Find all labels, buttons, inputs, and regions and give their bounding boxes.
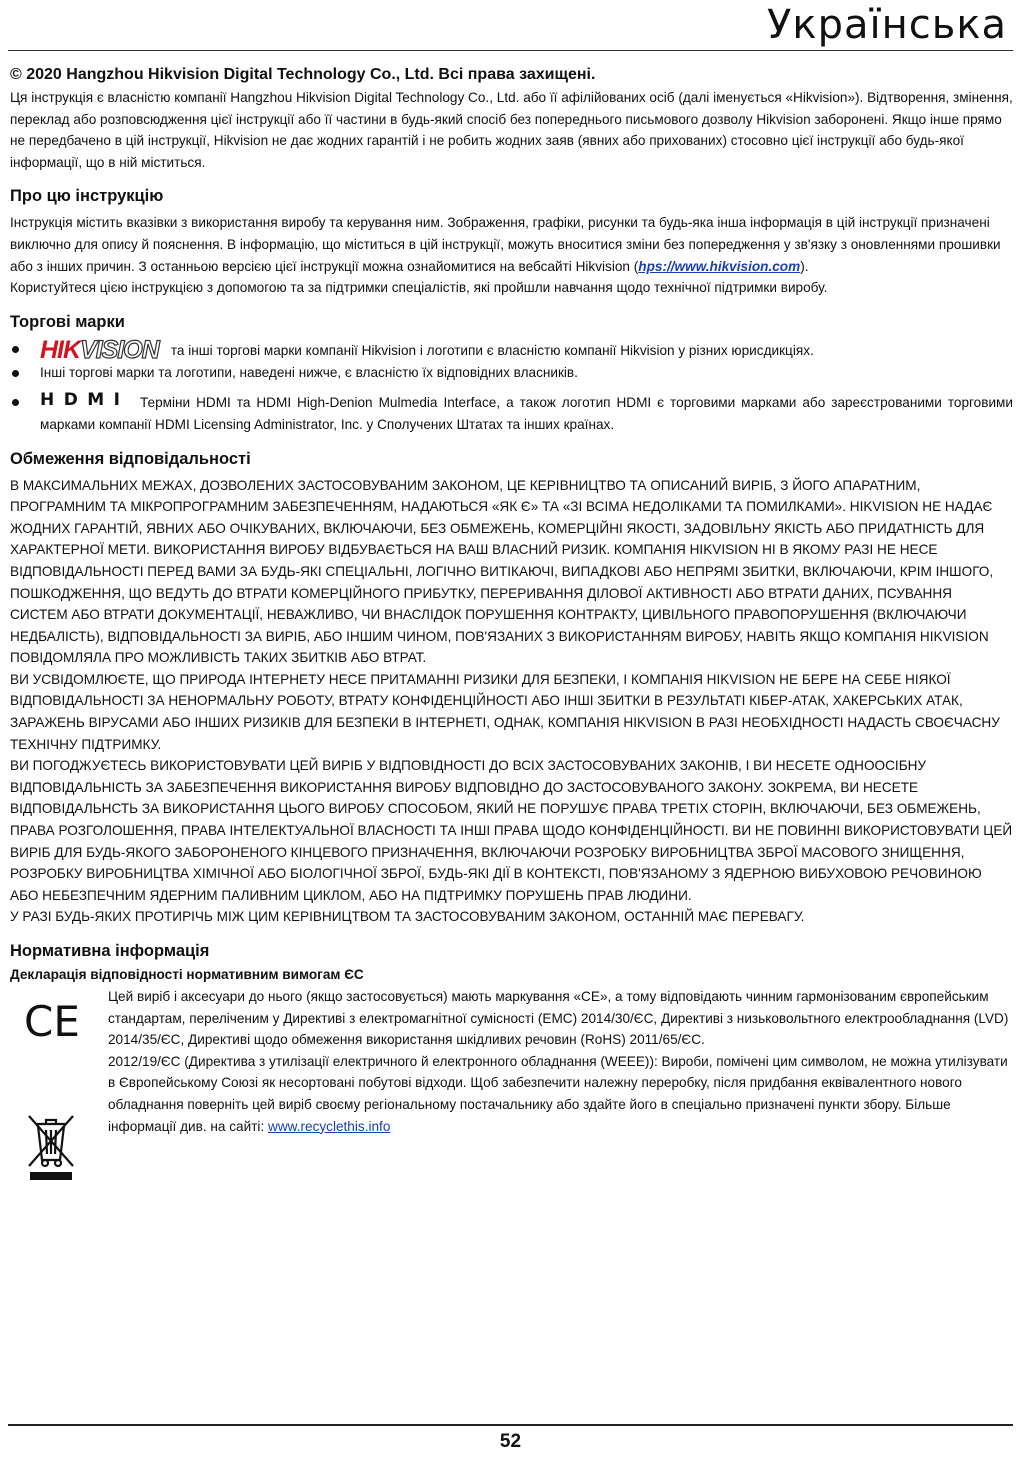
disclaimer-paragraph-4: У РАЗІ БУДЬ-ЯКИХ ПРОТИРІЧЬ МІЖ ЦИМ КЕРІВНИЦТВОМ ТА ЗАСТОСОВУВАНИМ ЗАКОНОМ, ОСТАННІЙ МАЄ ПЕРЕВАГУ. (10, 909, 805, 925)
ce-paragraph: Цей виріб і аксесуари до нього (якщо застосовується) мають маркування «CE», а тому відповідають чинним гармонізованим європейським стандартам, переліченим у Директиві з електромагнітної сумісності (EMC) 2014/30/ЄС, Директиві з низьковольтного електрообладнання (LVD) 2014/35/ЄС, Директиві щодо обмеження використання шкідливих речовин (RoHS) 2011/65/ЄС. (108, 989, 1009, 1048)
bottom-divider (8, 1424, 1013, 1426)
about-paragraph-2: Користуйтеся цією інструкцією з допомогою та за підтримки спеціалістів, які пройшли навчання щодо технічної підтримки виробу. (10, 280, 828, 296)
trademark-item-hdmi: HDMI Терміни HDMI та HDMI High-Denion Mulmedia Interface, а також логотип HDMI є торговими марками або зареєстрованими торговими марками компанії HDMI Licensing Administrator, Inc. у Сполучених Штатах та інших країнах. (10, 391, 1013, 435)
copyright-heading: © 2020 Hangzhou Hikvision Digital Technology Co., Ltd. Всі права захищені. (10, 66, 596, 83)
trademarks-heading: Торгові марки (10, 312, 125, 331)
about-heading: Про цю інструкцію (10, 187, 164, 206)
weee-bin-icon (24, 1110, 80, 1184)
eu-declaration-subheading: Декларація відповідності нормативним вимогам ЄС (10, 967, 364, 982)
hdmi-logo (40, 391, 122, 409)
svg-text:HDMI: HDMI (40, 391, 120, 410)
bullet-icon (12, 370, 19, 377)
intro-paragraph: Ця інструкція є власністю компанії Hangzhou Hikvision Digital Technology Co., Ltd. або її афілійованих осіб (далі іменується «Hikvision»). Відтворення, змінення, переклад або розповсюдження цієї інструкції або її частини в будь-який спосіб без попереднього письмового дозволу Hikvision заборонені. Якщо інше прямо не передбачено в цій інструкції, Hikvision не дає жодних гарантій і не робить жодних заяв (явних або прихованих) стосовно цієї інструкції або будь-якої інформації, що в ній міститься. (10, 90, 1013, 170)
page-number: 52 (499, 1431, 522, 1452)
disclaimer-heading: Обмеження відповідальності (10, 449, 251, 468)
recyclethis-link[interactable]: www.recyclethis.info (268, 1118, 391, 1134)
ce-mark-icon (24, 998, 86, 1042)
disclaimer-body (10, 475, 1013, 928)
bullet-icon (12, 399, 19, 406)
disclaimer-paragraph-3: ВИ ПОГОДЖУЄТЕСЬ ВИКОРИСТОВУВАТИ ЦЕЙ ВИРІБ У ВІДПОВІДНОСТІ ДО ВСІХ ЗАСТОСОВУВАНИХ ЗАКОНІВ, І ВИ НЕСЕТЕ ОДНООСІБНУ ВІДПОВІДАЛЬНІСТЬ ЗА ЗАБЕЗПЕЧЕННЯ ВИКОРИСТАННЯ ВИРОБУ ВІДПОВІДНО ДО ЗАСТОСОВУВАНОГО ЗАКОНУ. ЗОКРЕМА, ВИ НЕСЕТЕ ВІДПОВІДАЛЬНСТЬ ЗА ВИКОРИСТАННЯ ЦЬОГО ВИРОБУ СПОСОБОМ, ЯКИЙ НЕ ПОРУШУЄ ПРАВА ТРЕТІХ СТОРІН, ВКЛЮЧАЮЧИ, БЕЗ ОБМЕЖЕНЬ, ПРАВА РОЗГОЛОШЕННЯ, ПРАВА ІНТЕЛЕКТУАЛЬНОЇ ВЛАСНОСТІ ТА ІНШІ ПРАВА ЩОДО КОНФІДЕНЦІЙНОСТІ. ВИ НЕ ПОВИННІ ВИКОРИСТОВУВАТИ ЦЕЙ ВИРІБ ДЛЯ БУДЬ-ЯКОГО ЗАБОРОНЕНОГО КІНЦЕВОГО ПРИЗНАЧЕННЯ, ВКЛЮЧАЮЧИ РОЗРОБКУ ВИРОБНИЦТВА ЗБРОЇ МАСОВОГО ЗНИЩЕННЯ, РОЗРОБКУ ВИРОБНИЦТВА ХІМІЧНОЇ АБО БІОЛОГІЧНОЇ ЗБРОЇ, БУДЬ-ЯКІ ДІЇ В КОНТЕКСТІ, ПОВ'ЯЗАНОМУ З ЯДЕРНОЮ ВИБУХОВОЮ РЕЧОВИНОЮ АБО НЕБЕЗПЕЧНИМ ЯДЕРНИМ ПАЛИВНИМ ЦИКЛОМ, АБО НА ПІДТРИМКУ ПОРУШЕНЬ ПРАВ ЛЮДИНИ. (10, 758, 1013, 903)
regulatory-block (10, 986, 1013, 1137)
page-content (10, 66, 1013, 1137)
trademark-item-hikvision: HIKVISION та інші торгові марки компанії Hikvision і логотипи є власністю компанії Hikvision у різних юрисдикціях. (10, 338, 1013, 362)
regulatory-heading: Нормативна інформація (10, 942, 210, 960)
svg-text:CE: CE (24, 998, 80, 1042)
disclaimer-paragraph-1: В МАКСИМАЛЬНИХ МЕЖАХ, ДОЗВОЛЕНИХ ЗАСТОСОВУВАНИМ ЗАКОНОМ, ЦЕ КЕРІВНИЦТВО ТА ОПИСАНИЙ ВИРІБ, З ЙОГО АПАРАТНИМ, ПРОГРАМНИМ ТА МІКРОПРОГРАМНИМ ЗАБЕЗПЕЧЕННЯМ, НАДАЮТЬСЯ «ЯК Є» ТА «ЗІ ВСІМА НЕДОЛІКАМИ ТА ПОМИЛКАМИ». HIKVISION НЕ НАДАЄ ЖОДНИХ ГАРАНТІЙ, ЯВНИХ АБО ОЧІКУВАНИХ, ВКЛЮЧАЮЧИ, БЕЗ ОБМЕЖЕНЬ, КОМЕРЦІЙНІ ЯКОСТІ, ЗАДОВІЛЬНУ ЯКІСТЬ АБО ПРИДАТНІСТЬ ДЛЯ ХАРАКТЕРНОЇ МЕТИ. ВИКОРИСТАННЯ ВИРОБУ ВІДБУВАЄТЬСЯ НА ВАШ ВЛАСНИЙ РИЗИК. КОМПАНІЯ HIKVISION НІ В ЯКОМУ РАЗІ НЕ НЕСЕ ВІДПОВІДАЛЬНОСТІ ПЕРЕД ВАМИ ЗА БУДЬ-ЯКІ СПЕЦІАЛЬНІ, ЛОГІЧНО ВИТІКАЮЧІ, ВИПАДКОВІ АБО НЕПРЯМІ ЗБИТКИ, ВКЛЮЧАЮЧИ, КРІМ ІНШОГО, ПОШКОДЖЕННЯ, ЩО ВЕДУТЬ ДО ВТРАТИ КОМЕРЦІЙНОГО ПРИБУТКУ, ПЕРЕРИВАННЯ ДІЛОВОЇ АКТИВНОСТІ АБО ВТРАТИ ДАНИХ, ПСУВАННЯ СИСТЕМ АБО ВТРАТИ ДОКУМЕНТАЦІЇ, НЕВАЖЛИВО, ЧИ ВНАСЛІДОК ПОРУШЕННЯ КОНТРАКТУ, ЦИВІЛЬНОГО ПРАВОПОРУШЕННЯ (ВКЛЮЧАЮЧИ НЕДБАЛІСТЬ), ВІДПОВІДАЛЬНОСТІ ЗА ВИРІБ, АБО ІНШИМ ЧИНОМ, ПОВ'ЯЗАНИХ З ВИКОРИСТАННЯМ ВИРОБУ, НАВІТЬ ЯКЩО КОМПАНІЯ HIKVISION ПОВІДОМЛЯЛА ПРО МОЖЛИВІСТЬ ТАКИХ ЗБИТКІВ АБО ВТРАТ. (10, 477, 994, 666)
trademark-item-others: Інші торгові марки та логотипи, наведені нижче, є власністю їх відповідних власників. (10, 362, 1013, 384)
about-paragraph: Інструкція містить вказівки з використання виробу та керування ним. Зображення, графіки, рисунки та будь-яка інша інформація в цій інструкції призначені виключно для опису й пояснення. В інформацію, що міститься в цій інструкції, можуть вноситися зміни без попередження у зв'язку з оновленнями прошивки або з інших причин. З останньою версією цієї інструкції можна ознайомитися на вебсайті Hikvision (hps://www.hikvision.com). (10, 215, 1001, 274)
hikvision-link[interactable]: hps://www.hikvision.com (638, 258, 801, 274)
top-divider (8, 50, 1013, 51)
hikvision-logo: HIKVISION (40, 335, 159, 364)
language-title: Українська (767, 2, 1007, 48)
bullet-icon (12, 346, 19, 353)
disclaimer-paragraph-2: ВИ УСВІДОМЛЮЄТЕ, ЩО ПРИРОДА ІНТЕРНЕТУ НЕСЕ ПРИТАМАННІ РИЗИКИ ДЛЯ БЕЗПЕКИ, І КОМПАНІЯ HIKVISION НЕ БЕРЕ НА СЕБЕ НІЯКОЇ ВІДПОВІДАЛЬНОСТІ ЗА НЕНОРМАЛЬНУ РОБОТУ, ВТРАТУ КОНФІДЕНЦІЙНОСТІ АБО ІНШІ ЗБИТКИ В РЕЗУЛЬТАТІ КІБЕР-АТАК, ХАКЕРСЬКИХ АТАК, ЗАРАЖЕНЬ ВІРУСАМИ АБО ІНШИХ РИЗИКІВ ДЛЯ БЕЗПЕКИ В ІНТЕРНЕТІ, ОДНАК, КОМПАНІЯ HIKVISION В РАЗІ НЕОБХІДНОСТІ НАДАСТЬ СВОЄЧАСНУ ТЕХНІЧНУ ПІДТРИМКУ. (10, 671, 1000, 752)
weee-paragraph: 2012/19/ЄС (Директива з утилізації електричного й електронного обладнання (WEEE)): Вироби, помічені цим символом, не можна утилізувати в Європейському Союзі як несортовані побутові відходи. Щоб забезпечити належну переробку, після придбання еквівалентного нового обладнання поверніть цей виріб своєму регіональному постачальнику або здайте його в спеціально призначені пункти збору. Більше інформації див. на сайті: www.recyclethis.info (108, 1053, 1008, 1134)
